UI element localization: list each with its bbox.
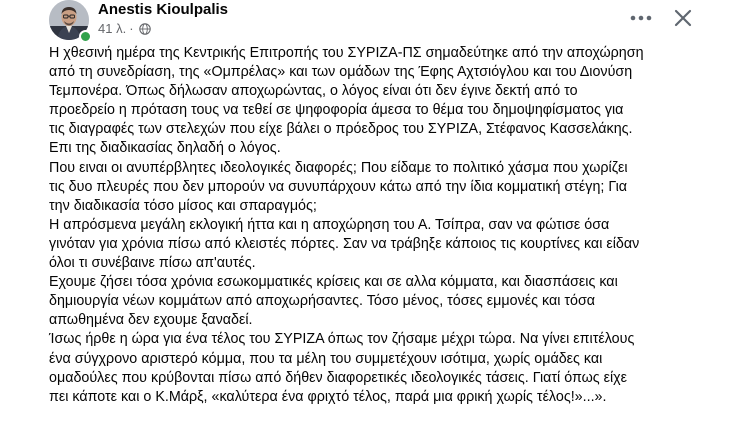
post-text-line: ένα σύγχρονο αριστερό κόμμα, που τα μέλη του συμμετέχουν ισότιμα, χωρίς ομάδες και (49, 350, 603, 367)
post-text-line: απωθημένα δεν εχουμε ξαναδεί. (49, 312, 253, 329)
post-text-line: από τη συνεδρίαση, της «Ομπρέλας» και των ομάδων της Έφης Αχτσιόγλου και του Διονύση (49, 64, 633, 81)
post-text-line: Ίσως ήρθε η ώρα για ένα τέλος του ΣΥΡΙΖΑ όπως τον ζήσαμε μέχρι τώρα. Να γίνει επιτέλους (49, 331, 635, 348)
post-text-line: πει κάποτε και ο Κ.Μάρξ, «καλύτερα ένα φριχτό τέλος, παρά μια φρική χωρίς τέλος!»...». (49, 388, 607, 405)
post-time[interactable]: 41 λ. (98, 21, 127, 36)
post-text-line: Τεμπονέρα. Όπως δήλωσαν αποχωρώντας, ο λόγος είναι ότι δεν έγινε δεκτή από το (49, 83, 578, 100)
post-text-line: Εχουμε ζήσει τόσα χρόνια εσωκομματικές κρίσεις και σε αλλα κόμματα, και διασπάσεις και (49, 274, 618, 291)
post-text-line: Επι της διαδικασίας δηλαδή ο λόγος. (49, 140, 281, 157)
post-text-line: Η χθεσινή ημέρα της Κεντρικής Επιτροπής του ΣΥΡΙΖΑ-ΠΣ σημαδεύτηκε από την αποχώρηση (49, 45, 644, 61)
post-body (49, 44, 709, 407)
post-text-line: την διαδικασία τόσο μίσος και σπαραγμός; (49, 197, 317, 214)
post-text-line: Η απρόσμενα μεγάλη εκλογική ήττα και η αποχώρηση του Α. Τσίπρα, σαν να φώτισε όσα (49, 216, 610, 233)
online-status-dot (79, 30, 92, 43)
author-name[interactable]: Anestis Kioulpalis (98, 1, 229, 18)
post-meta (98, 21, 151, 37)
post-header (0, 0, 750, 44)
post-text-line: γινόταν για χρόνια πίσω από κλειστές πόρτες. Σαν να τράβηξε κάποιος τις κουρτίνες και είδαν (49, 235, 640, 252)
post-text-line: δημιουργία νέων κομμάτων από αποχωρήσαντες. Τόσο μένος, τόσες εμμονές και τόσα (49, 293, 596, 310)
post-text-line: όλοι τι συνέβαινε πίσω απ'αυτές. (49, 255, 256, 272)
close-button[interactable] (669, 4, 697, 32)
more-options-button[interactable] (627, 6, 655, 30)
meta-separator: · (129, 21, 134, 36)
more-options-icon (630, 15, 652, 21)
post-text-line: Που ειναι οι ανυπέρβλητες ιδεολογικές διαφορές; Που είδαμε το πολιτικό χάσμα που χωρίζει (49, 159, 628, 176)
post-text-line: τις διαγραφές των στελεχών που είχε βάλει ο πρόεδρος του ΣΥΡΙΖΑ, Στέφανος Κασσελάκης. (49, 121, 633, 138)
globe-icon[interactable] (139, 23, 151, 35)
post-text-line: τις δυο πλευρές που δεν μπορούν να συνυπάρχουν κάτω από την ίδια κομματική στέγη; Για (49, 178, 628, 195)
post-text-line: ομαδούλες που κρύβονται πίσω από δήθεν διαφορετικές ιδεολογικές τάσεις. Γιατί όπως είχε (49, 369, 628, 386)
close-icon (674, 9, 692, 27)
post-text-line: προεδρείο η πρόταση τους να τεθεί σε ψηφοφορία άμεσα το θέμα του δημοψηφίσματος για (49, 102, 624, 119)
